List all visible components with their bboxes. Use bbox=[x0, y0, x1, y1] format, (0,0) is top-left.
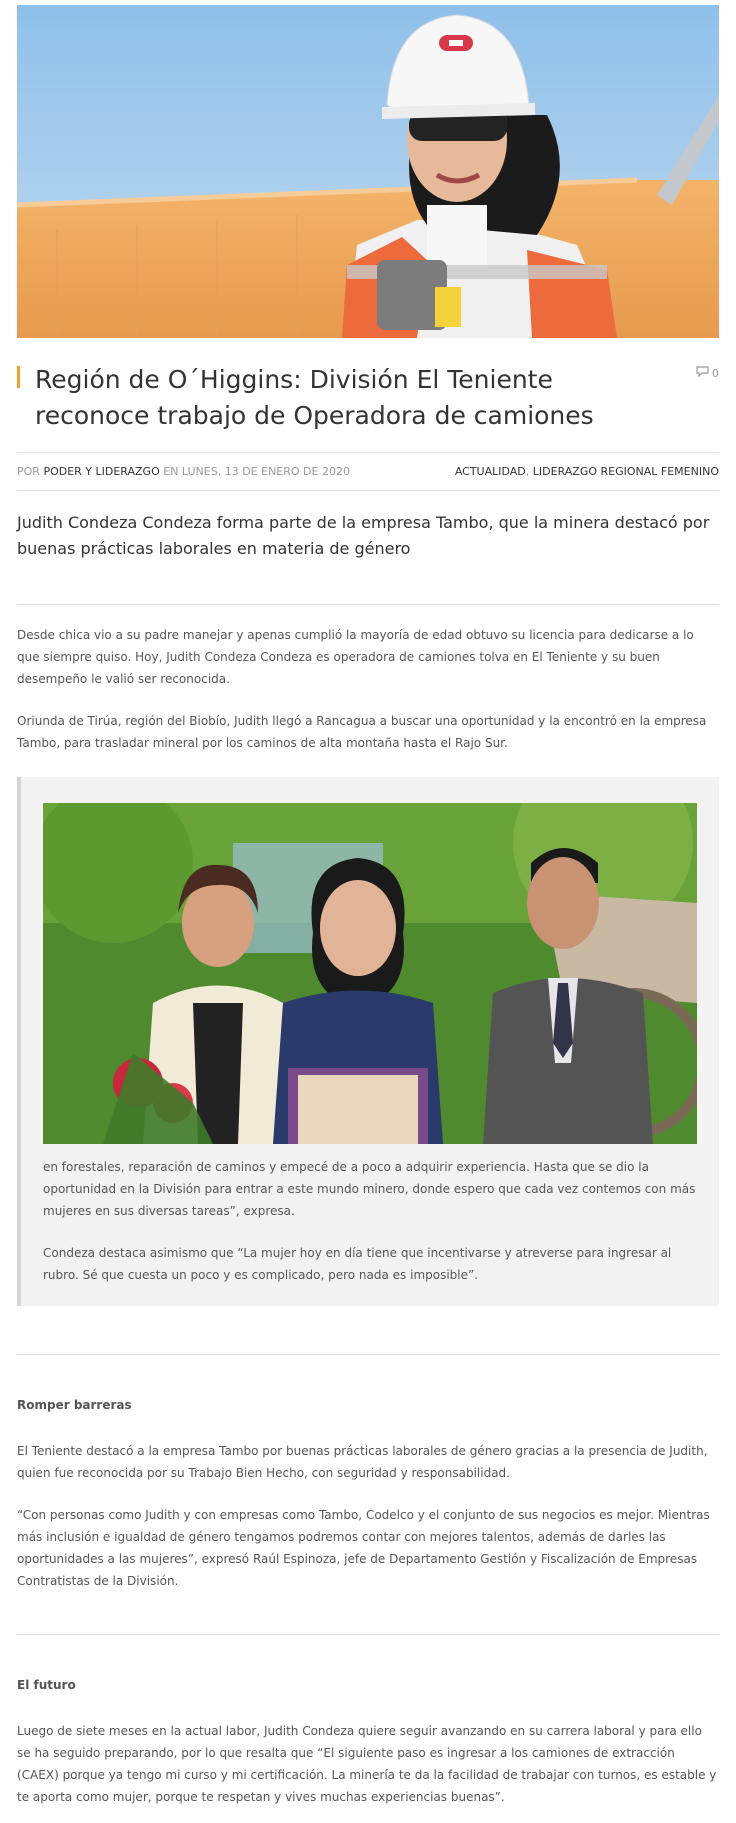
paragraph: El Teniente destacó a la empresa Tambo por buenas prácticas laborales de género gracias a la presencia de Judith, quien fue reconocida por su Trabajo Bien Hecho, con seguridad y responsabilidad. bbox=[17, 1444, 708, 1480]
publish-date: EN LUNES, 13 DE ENERO DE 2020 bbox=[163, 465, 350, 478]
comment-bubble-icon bbox=[696, 366, 709, 380]
category-separator: , bbox=[525, 465, 530, 478]
quote-paragraph: Condeza destaca asimismo que “La mujer hoy en día tiene que incentivarse y atreverse para ingresar al rubro. Sé que cuesta un poco y es complicado, pero nada es imposible”. bbox=[43, 1246, 672, 1282]
article-meta bbox=[17, 452, 719, 491]
paragraph: Luego de siete meses en la actual labor, Judith Condeza quiere seguir avanzando en su carrera laboral y para ello se ha seguido preparando, por lo que resalta que “El siguiente paso es ingresar a los camiones de extracción (CAEX) porque ya tengo mi curso y mi certificación. La minería te da la facilidad de trabajar con turnos, es estable y te aporta como mujer, porque te respetan y vives muchas experiencias buenas”. bbox=[17, 1724, 717, 1804]
divider bbox=[17, 1354, 719, 1355]
award-photo bbox=[43, 803, 697, 1144]
article-lead: Judith Condeza Condeza forma parte de la empresa Tambo, que la minera destacó por buenas prácticas laborales en materia de género bbox=[17, 513, 710, 558]
paragraph: Desde chica vio a su padre manejar y apenas cumplió la mayoría de edad obtuvo su licencia para dedicarse a lo que siempre quiso. Hoy, Judith Condeza Condeza es operadora de camiones tolva en El Teniente y su buen desempeño le valió ser reconocida. bbox=[17, 628, 694, 686]
hero-image bbox=[17, 5, 719, 338]
blockquote bbox=[17, 777, 719, 1306]
divider bbox=[17, 604, 719, 605]
paragraph: “Con personas como Judith y con empresas como Tambo, Codelco y el conjunto de sus negocios es mejor. Mientras más inclusión e igualdad de género tengamos podremos contar con mejores talentos, además de darles las oportunidades a las mujeres”, expresó Raúl Espinoza, jefe de Departamento Gestión y Fiscalización de Empresas Contratistas de la División. bbox=[17, 1508, 710, 1588]
by-prefix: POR bbox=[17, 465, 40, 478]
article-title: Región de O´Higgins: División El Teniente reconoce trabajo de Operadora de camiones bbox=[35, 365, 594, 430]
category-link-liderazgo[interactable]: LIDERAZGO REGIONAL FEMENINO bbox=[532, 465, 719, 478]
comment-count: 0 bbox=[712, 366, 719, 380]
comments-link[interactable] bbox=[696, 366, 719, 380]
category-link-actualidad[interactable]: ACTUALIDAD bbox=[454, 465, 526, 478]
section-heading: Romper barreras bbox=[17, 1398, 132, 1412]
divider bbox=[17, 1634, 719, 1635]
title-accent-bar bbox=[17, 366, 20, 388]
section-heading: El futuro bbox=[17, 1678, 76, 1692]
article-header bbox=[17, 362, 719, 432]
quote-paragraph: en forestales, reparación de caminos y empecé de a poco a adquirir experiencia. Hasta que se dio la oportunidad en la División para entrar a este mundo minero, donde espero que cada vez contemos con más mujeres en sus diversas tareas”, expresa. bbox=[43, 1160, 696, 1218]
paragraph: Oriunda de Tirúa, región del Biobío, Judith llegó a Rancagua a buscar una oportunidad y la encontró en la empresa Tambo, para trasladar mineral por los caminos de alta montaña hasta el Rajo Sur. bbox=[17, 714, 707, 750]
author-link[interactable]: PODER Y LIDERAZGO bbox=[43, 465, 160, 478]
